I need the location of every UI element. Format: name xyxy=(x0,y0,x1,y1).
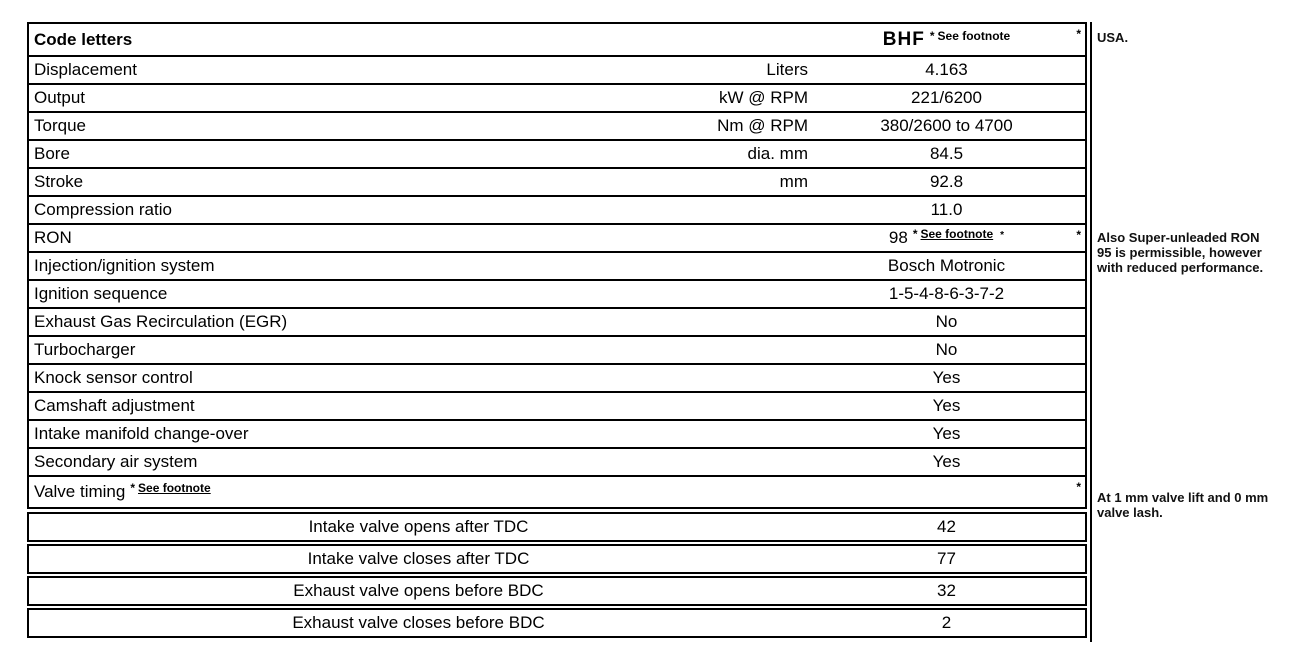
row-value-text: No xyxy=(935,312,958,331)
asterisk-icon: * xyxy=(912,227,918,241)
engine-spec-table xyxy=(27,22,1087,640)
row-value-text: BHF xyxy=(882,28,925,50)
row-value xyxy=(808,256,1085,276)
row-label-text: Injection/ignition system xyxy=(34,256,215,275)
row-label xyxy=(29,340,638,360)
row-label-text: RON xyxy=(34,228,72,247)
row-label-text: Exhaust Gas Recirculation (EGR) xyxy=(34,312,288,331)
row-unit: mm xyxy=(779,172,808,191)
row-value-text: 92.8 xyxy=(929,172,964,191)
row-value-text: 1-5-4-8-6-3-7-2 xyxy=(888,284,1005,303)
row-label xyxy=(29,368,638,388)
row-value xyxy=(808,200,1085,220)
row-label-text: Camshaft adjustment xyxy=(34,396,195,415)
row-label xyxy=(29,424,638,444)
row-label xyxy=(29,30,638,50)
table-row xyxy=(27,576,1087,606)
row-value-text: 221/6200 xyxy=(911,88,982,107)
table-row xyxy=(27,279,1087,309)
row-label xyxy=(29,116,638,136)
table-row xyxy=(27,363,1087,393)
row-value xyxy=(808,172,1085,192)
table-row xyxy=(27,307,1087,337)
row-value-text: Yes xyxy=(932,424,961,443)
row-value xyxy=(808,396,1085,416)
table-row xyxy=(27,391,1087,421)
row-value xyxy=(808,581,1085,601)
row-label-text: Stroke xyxy=(34,172,84,191)
row-value-text: 77 xyxy=(937,549,956,568)
row-label xyxy=(29,60,638,80)
row-label xyxy=(29,88,638,108)
row-unit: dia. mm xyxy=(747,144,808,163)
table-row xyxy=(27,111,1087,141)
table-row xyxy=(27,447,1087,477)
row-label xyxy=(29,581,808,601)
row-value xyxy=(808,613,1085,633)
row-value-text: 42 xyxy=(937,517,956,536)
row-value-text: 4.163 xyxy=(925,60,968,79)
asterisk-icon: * xyxy=(929,28,935,43)
table-row xyxy=(27,475,1087,509)
row-value-text: 98 xyxy=(888,228,908,247)
row-label-text: Compression ratio xyxy=(34,200,172,219)
row-label-text: Torque xyxy=(34,116,86,135)
row-value-text: 84.5 xyxy=(929,144,964,163)
row-value xyxy=(808,284,1085,304)
row-label-text: Knock sensor control xyxy=(34,368,193,387)
row-value xyxy=(808,368,1085,388)
row-value-text: No xyxy=(935,340,958,359)
row-label xyxy=(29,172,638,192)
row-value xyxy=(808,88,1085,108)
row-label-text: Intake manifold change-over xyxy=(34,424,249,443)
see-footnote-label: See footnote xyxy=(937,28,1011,43)
margin-note-usa: USA. xyxy=(1097,30,1129,45)
table-row xyxy=(27,251,1087,281)
footnote-asterisk-icon: * xyxy=(1076,480,1081,494)
row-label-text: Displacement xyxy=(34,60,137,79)
row-value xyxy=(808,452,1085,472)
see-footnote-link[interactable]: See footnote xyxy=(920,227,994,241)
row-label-text: Turbocharger xyxy=(34,340,136,359)
footnote-asterisk-icon: * xyxy=(1076,228,1081,242)
row-label xyxy=(29,549,808,569)
row-label xyxy=(29,228,638,248)
row-value xyxy=(808,424,1085,444)
table-row xyxy=(27,544,1087,574)
row-label xyxy=(29,452,638,472)
table-row xyxy=(27,83,1087,113)
row-label xyxy=(29,396,638,416)
table-row xyxy=(27,167,1087,197)
row-label-text: Output xyxy=(34,88,86,107)
row-value-text: 380/2600 to 4700 xyxy=(880,116,1013,135)
row-value xyxy=(808,228,1085,248)
row-value-text: 32 xyxy=(937,581,956,600)
row-unit: Liters xyxy=(766,60,808,79)
row-value-text: Yes xyxy=(932,396,961,415)
table-row xyxy=(27,419,1087,449)
row-value-text: Yes xyxy=(932,368,961,387)
footnote-ref xyxy=(913,227,1004,241)
row-label xyxy=(29,517,808,537)
row-value xyxy=(808,517,1085,537)
row-label-text: Ignition sequence xyxy=(34,284,168,303)
row-label xyxy=(29,256,638,276)
row-label xyxy=(29,144,638,164)
footnote-ref xyxy=(130,482,210,495)
row-label-text: Code letters xyxy=(34,29,133,49)
row-value xyxy=(808,29,1085,51)
table-row xyxy=(27,512,1087,542)
margin-note-ron: Also Super-unleaded RON 95 is permissible, however with reduced performance. xyxy=(1097,230,1264,275)
table-row xyxy=(27,195,1087,225)
table-row xyxy=(27,55,1087,85)
asterisk-icon: * xyxy=(1000,230,1005,241)
row-value xyxy=(808,549,1085,569)
see-footnote-link[interactable]: See footnote xyxy=(138,482,211,495)
row-value xyxy=(808,312,1085,332)
footnote-ref xyxy=(930,29,1010,43)
row-label xyxy=(29,613,808,633)
footnote-asterisk-icon: * xyxy=(1076,27,1081,41)
row-value-text: Yes xyxy=(932,452,961,471)
row-label-text: Exhaust valve opens before BDC xyxy=(293,581,544,600)
margin-note-valve-timing: At 1 mm valve lift and 0 mm valve lash. xyxy=(1097,490,1269,520)
row-unit: Nm @ RPM xyxy=(717,116,808,135)
row-label-text: Bore xyxy=(34,144,70,163)
row-value xyxy=(808,116,1085,136)
row-value-text: 11.0 xyxy=(930,200,963,219)
row-value-text: Bosch Motronic xyxy=(887,256,1006,275)
row-label-text: Intake valve closes after TDC xyxy=(307,549,530,568)
table-row xyxy=(27,139,1087,169)
row-label-text: Intake valve opens after TDC xyxy=(308,517,529,536)
row-label-text: Valve timing xyxy=(34,482,126,501)
row-label xyxy=(29,482,638,502)
row-label xyxy=(29,200,638,220)
table-row xyxy=(27,335,1087,365)
row-label xyxy=(29,284,638,304)
row-value-text: 2 xyxy=(941,613,952,632)
table-row xyxy=(27,223,1087,253)
table-row xyxy=(27,22,1087,57)
asterisk-icon: * xyxy=(130,482,136,495)
row-label-text: Exhaust valve closes before BDC xyxy=(292,613,545,632)
row-value xyxy=(808,60,1085,80)
table-row xyxy=(27,608,1087,638)
row-label xyxy=(29,312,638,332)
row-value xyxy=(808,340,1085,360)
row-label-text: Secondary air system xyxy=(34,452,198,471)
table-right-rule xyxy=(1090,22,1092,642)
row-unit: kW @ RPM xyxy=(718,88,808,107)
row-value xyxy=(808,144,1085,164)
